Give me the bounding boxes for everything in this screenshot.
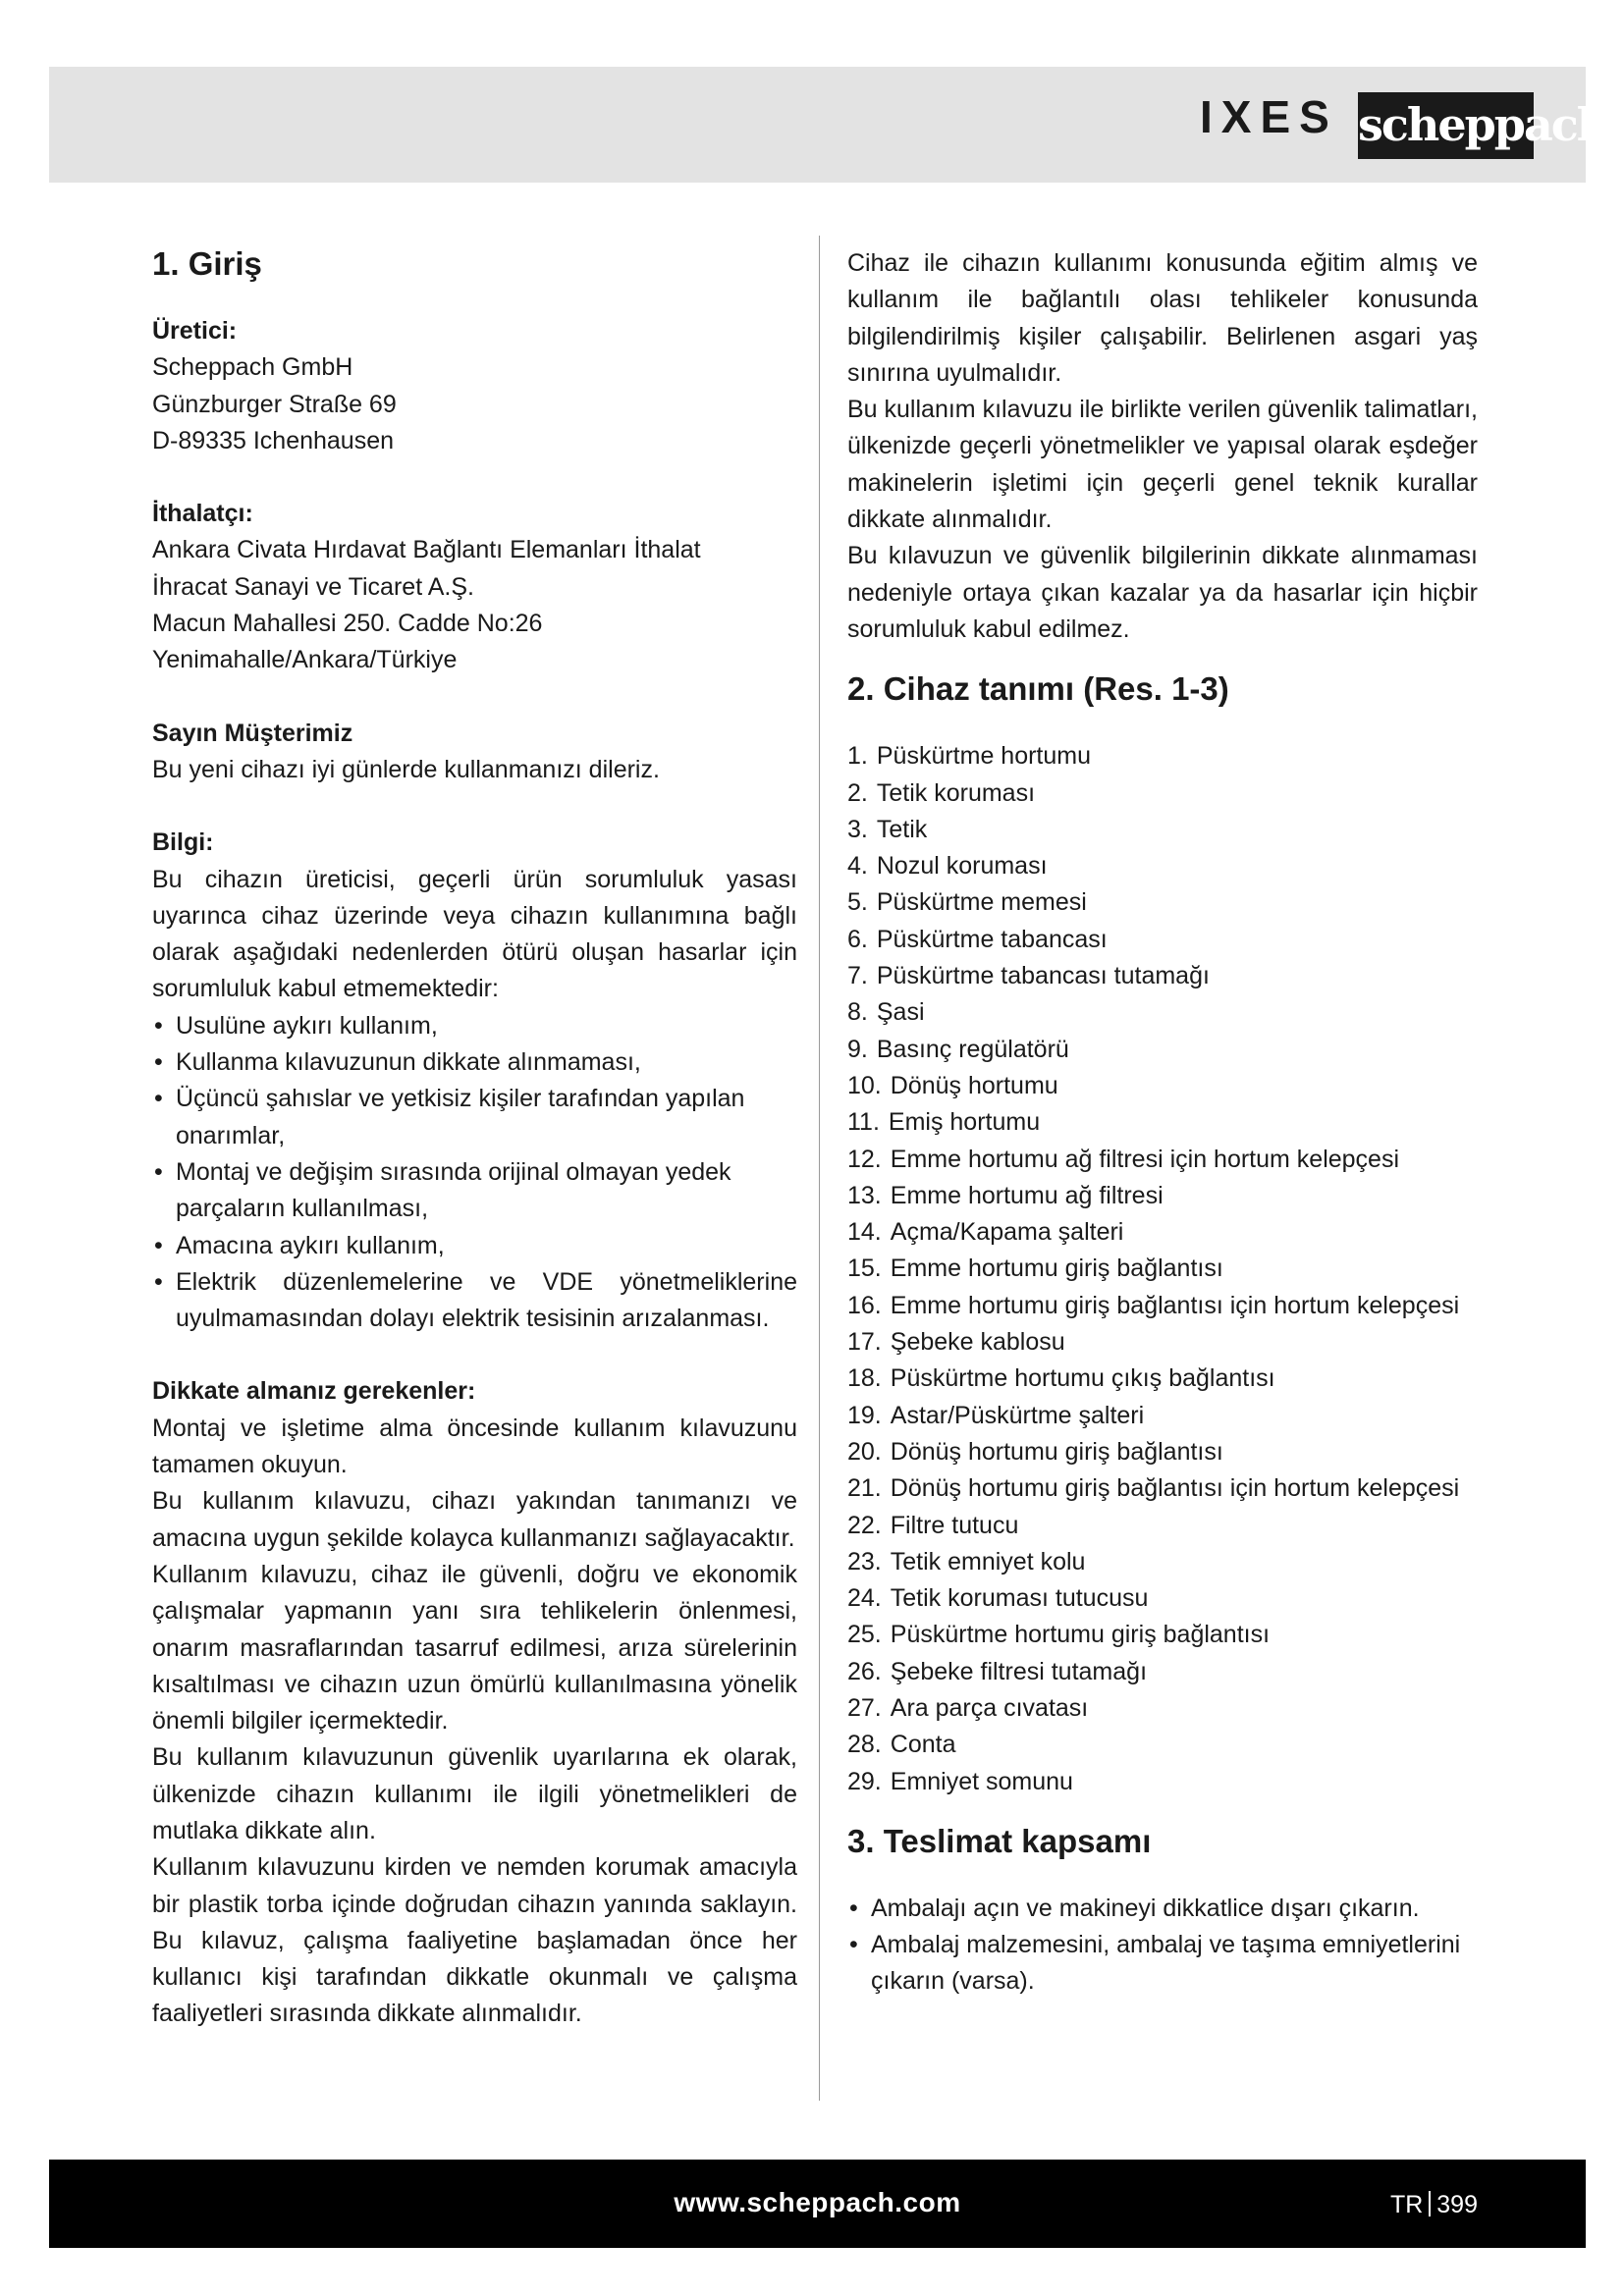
part-label: Filtre tutucu <box>890 1511 1019 1539</box>
part-item <box>847 884 1478 921</box>
part-number: 10. <box>847 1071 882 1099</box>
part-item <box>847 738 1478 774</box>
customer-label: Sayın Müşterimiz <box>152 719 353 747</box>
delivery-bullet: • Ambalajı açın ve makineyi dikkatlice dışarı çıkarın. <box>847 1891 1478 1927</box>
part-label: Dönüş hortumu giriş bağlantısı <box>890 1437 1223 1466</box>
part-number: 1. <box>847 742 868 771</box>
part-number: 5. <box>847 888 868 917</box>
part-item <box>847 1617 1478 1653</box>
website-link[interactable]: www.scheppach.com <box>674 2187 961 2217</box>
scheppach-logo: scheppach <box>1358 92 1534 159</box>
part-item <box>847 1727 1478 1763</box>
part-item <box>847 1398 1478 1434</box>
manufacturer-line: D-89335 Ichenhausen <box>152 426 395 454</box>
part-label: Püskürtme hortumu giriş bağlantısı <box>890 1621 1271 1649</box>
part-number: 26. <box>847 1657 882 1685</box>
part-item <box>847 1104 1478 1141</box>
delivery-bullet-list <box>847 1891 1478 2001</box>
notes-paragraph: Bu kullanım kılavuzu, cihazı yakından tanımanızı ve amacına uygun şekilde kolayca kullanmanızı sağlayacaktır. <box>152 1487 797 1552</box>
part-item <box>847 1470 1478 1507</box>
page-number <box>1390 2191 1478 2219</box>
part-item <box>847 1032 1478 1068</box>
importer-line: İhracat Sanayi ve Ticaret A.Ş. <box>152 572 474 601</box>
part-label: Şasi <box>876 998 925 1027</box>
notes-paragraph: Montaj ve işletime alma öncesinde kullanım kılavuzunu tamamen okuyun. <box>152 1414 797 1479</box>
part-label: Tetik emniyet kolu <box>890 1547 1086 1575</box>
part-item <box>847 1580 1478 1617</box>
left-column <box>152 237 797 2033</box>
part-number: 11. <box>847 1108 880 1137</box>
part-number: 29. <box>847 1767 882 1795</box>
part-label: Emiş hortumu <box>888 1108 1041 1137</box>
part-label: Emme hortumu giriş bağlantısı <box>890 1255 1223 1283</box>
parts-list <box>847 738 1478 1800</box>
page-header <box>49 67 1586 183</box>
part-label: Açma/Kapama şalteri <box>890 1218 1124 1247</box>
part-number: 7. <box>847 962 868 990</box>
part-item <box>847 1654 1478 1690</box>
notes-paragraph: Kullanım kılavuzu, cihaz ile güvenli, doğru ve ekonomik çalışmalar yapmanın yanı sıra tehlikelerin önlenmesi, onarım masraflarından tasarruf edilmesi, arıza sürelerinin kısaltılması ve cihazın uzun ömürlü kullanılmasına yönelik önemli bilgiler içermektedir. <box>152 1560 797 1735</box>
info-bullet: • Usulüne aykırı kullanım, <box>152 1008 797 1044</box>
column-divider <box>819 236 820 2101</box>
part-number: 17. <box>847 1328 882 1357</box>
notes-paragraph: Bu kullanım kılavuzunun güvenlik uyarılarına ek olarak, ülkenizde cihazın kullanımı ile ilgili yönetmelikleri de mutlaka dikkate alın. <box>152 1743 797 1844</box>
part-label: Emniyet somunu <box>890 1767 1073 1795</box>
part-label: Emme hortumu ağ filtresi için hortum kelepçesi <box>890 1145 1400 1173</box>
part-label: Şebeke filtresi tutamağı <box>890 1657 1148 1685</box>
part-item <box>847 1508 1478 1544</box>
part-label: Basınç regülatörü <box>876 1035 1069 1063</box>
part-number: 16. <box>847 1291 882 1319</box>
section-title-delivery: 3. Teslimat kapsamı <box>847 1822 1152 1859</box>
info-bullet: • Elektrik düzenlemelerine ve VDE yönetmeliklerine uyulmamasından dolayı elektrik tesisinin arızalanması. <box>152 1264 797 1338</box>
part-number: 23. <box>847 1547 882 1575</box>
part-item <box>847 1288 1478 1324</box>
info-label: Bilgi: <box>152 828 214 857</box>
intro-paragraph: Bu kılavuzun ve güvenlik bilgilerinin dikkate alınmaması nedeniyle ortaya çıkan kazalar ya da hasarlar için hiçbir sorumluluk kabul edilmez. <box>847 542 1478 643</box>
part-label: Püskürtme tabancası tutamağı <box>876 962 1210 990</box>
intro-paragraph: Cihaz ile cihazın kullanımı konusunda eğitim almış ve kullanım ile bağlantılı olası tehlikeler konusunda bilgilendirilmiş kişiler çalışabilir. Belirlenen asgari yaş sınırına uyulmalıdır. <box>847 249 1478 387</box>
part-label: Conta <box>890 1731 956 1759</box>
delivery-bullet: • Ambalaj malzemesini, ambalaj ve taşıma emniyetlerini çıkarın (varsa). <box>847 1927 1478 2001</box>
info-bullet: • Amacına aykırı kullanım, <box>152 1228 797 1264</box>
part-number: 4. <box>847 852 868 881</box>
part-item <box>847 1142 1478 1178</box>
part-number: 3. <box>847 815 868 843</box>
part-item <box>847 1434 1478 1470</box>
part-item <box>847 812 1478 848</box>
info-bullet-list <box>152 1008 797 1338</box>
manufacturer-line: Günzburger Straße 69 <box>152 390 397 418</box>
part-number: 2. <box>847 778 868 807</box>
part-label: Ara parça cıvatası <box>890 1693 1089 1722</box>
part-label: Dönüş hortumu <box>890 1071 1058 1099</box>
section-title-device: 2. Cihaz tanımı (Res. 1-3) <box>847 670 1229 708</box>
part-label: Püskürtme hortumu çıkış bağlantısı <box>890 1364 1275 1393</box>
info-bullet: • Kullanma kılavuzunun dikkate alınmaması, <box>152 1044 797 1081</box>
part-number: 15. <box>847 1255 882 1283</box>
page-number-value: 399 <box>1436 2191 1478 2218</box>
part-item <box>847 1178 1478 1214</box>
page-separator <box>1429 2191 1431 2216</box>
part-label: Püskürtme tabancası <box>876 925 1108 953</box>
notes-paragraph: Kullanım kılavuzunu kirden ve nemden korumak amacıyla bir plastik torba içinde doğrudan cihazın yanında saklayın. Bu kılavuz, çalışma faaliyetine başlamadan önce her kullanıcı kişi tarafından dikkatle okunmalı ve çalışma faaliyetleri sırasında dikkate alınmalıdır. <box>152 1853 797 2028</box>
part-item <box>847 958 1478 994</box>
part-item <box>847 1361 1478 1397</box>
section-title-intro: 1. Giriş <box>152 245 262 282</box>
part-item <box>847 994 1478 1031</box>
part-label: Emme hortumu giriş bağlantısı için hortum kelepçesi <box>890 1291 1460 1319</box>
part-number: 14. <box>847 1218 882 1247</box>
info-bullet: • Montaj ve değişim sırasında orijinal olmayan yedek parçaların kullanılması, <box>152 1154 797 1228</box>
manufacturer-line: Scheppach GmbH <box>152 353 353 382</box>
part-item <box>847 775 1478 812</box>
part-label: Dönüş hortumu giriş bağlantısı için hortum kelepçesi <box>890 1474 1460 1503</box>
part-number: 21. <box>847 1474 882 1503</box>
intro-paragraph: Bu kullanım kılavuzu ile birlikte verilen güvenlik talimatları, ülkenizde geçerli yönetmelikler ve yapısal olarak eşdeğer makinelerin işletimi için geçerli genel teknik kurallar dikkate alınmalıdır. <box>847 396 1478 534</box>
part-item <box>847 1764 1478 1800</box>
language-code: TR <box>1389 2191 1424 2218</box>
part-label: Emme hortumu ağ filtresi <box>890 1181 1164 1209</box>
part-item <box>847 1068 1478 1104</box>
part-number: 24. <box>847 1584 882 1613</box>
importer-line: Yenimahalle/Ankara/Türkiye <box>152 646 458 674</box>
part-number: 19. <box>847 1401 882 1429</box>
part-item <box>847 1214 1478 1251</box>
part-number: 20. <box>847 1437 882 1466</box>
part-label: Şebeke kablosu <box>890 1328 1065 1357</box>
part-item <box>847 1324 1478 1361</box>
part-label: Nozul koruması <box>876 852 1048 881</box>
part-number: 9. <box>847 1035 868 1063</box>
info-bullet: • Üçüncü şahıslar ve yetkisiz kişiler tarafından yapılan onarımlar, <box>152 1081 797 1154</box>
importer-line: Macun Mahallesi 250. Cadde No:26 <box>152 610 543 638</box>
page-footer <box>49 2160 1586 2248</box>
part-item <box>847 848 1478 884</box>
importer-label: İthalatçı: <box>152 500 253 528</box>
part-label: Tetik koruması <box>876 778 1036 807</box>
part-number: 18. <box>847 1364 882 1393</box>
manufacturer-label: Üretici: <box>152 317 238 345</box>
customer-text: Bu yeni cihazı iyi günlerde kullanmanızı dileriz. <box>152 755 660 783</box>
part-number: 12. <box>847 1145 882 1173</box>
part-item <box>847 922 1478 958</box>
part-number: 25. <box>847 1621 882 1649</box>
info-text: Bu cihazın üreticisi, geçerli ürün sorumluluk yasası uyarınca cihaz üzerinde veya cihazın kullanımına bağlı olarak aşağıdaki nedenlerden ötürü oluşan hasarlar için sorumluluk kabul etmemektedir: <box>152 865 797 1003</box>
part-number: 8. <box>847 998 868 1027</box>
part-number: 28. <box>847 1731 882 1759</box>
part-label: Tetik <box>876 815 928 843</box>
part-item <box>847 1251 1478 1287</box>
part-label: Püskürtme memesi <box>876 888 1087 917</box>
part-number: 27. <box>847 1693 882 1722</box>
part-label: Astar/Püskürtme şalteri <box>890 1401 1145 1429</box>
part-label: Tetik koruması tutucusu <box>890 1584 1149 1613</box>
part-item <box>847 1690 1478 1727</box>
part-number: 22. <box>847 1511 882 1539</box>
part-item <box>847 1544 1478 1580</box>
ixes-logo: IXES <box>1200 91 1338 142</box>
part-number: 6. <box>847 925 868 953</box>
importer-line: Ankara Civata Hırdavat Bağlantı Elemanları İthalat <box>152 536 701 564</box>
right-column <box>847 245 1478 2001</box>
part-number: 13. <box>847 1181 882 1209</box>
notes-label: Dikkate almanız gerekenler: <box>152 1377 476 1406</box>
part-label: Püskürtme hortumu <box>876 742 1091 771</box>
